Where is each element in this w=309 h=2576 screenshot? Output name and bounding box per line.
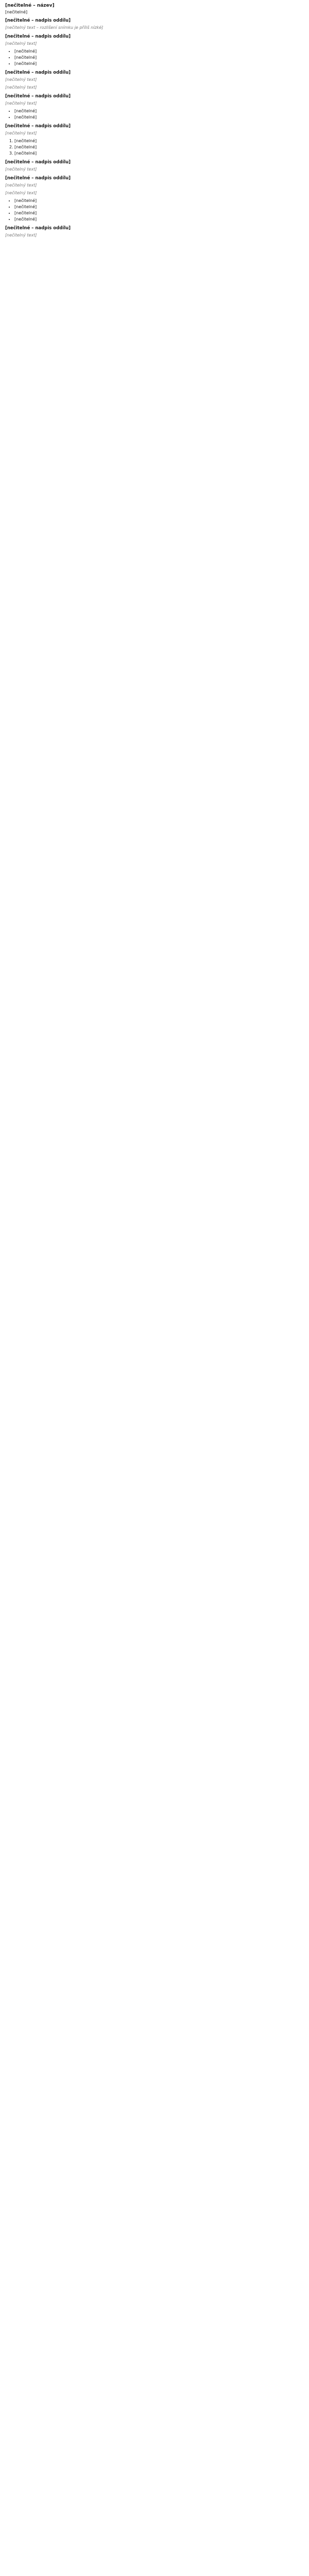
paragraph: [nečitelný text] xyxy=(5,77,37,82)
list-item: 1. [nečitelné] xyxy=(14,138,304,144)
paragraph: [nečitelný text] xyxy=(5,167,37,172)
bullet-list xyxy=(5,198,304,222)
paragraph: [nečitelný text] xyxy=(5,131,37,135)
list-item: • [nečitelné] xyxy=(14,61,304,66)
paragraph: [nečitelný text] xyxy=(5,101,37,106)
list-item: • [nečitelné] xyxy=(14,55,304,60)
document-body xyxy=(5,18,304,238)
paragraph: [nečitelný text – rozlišení snímku je příliš nízké] xyxy=(5,25,104,30)
document xyxy=(5,3,304,238)
document-section xyxy=(5,18,304,30)
document-section xyxy=(5,124,304,156)
paragraph: [nečitelný text] xyxy=(5,183,37,188)
paragraph: [nečitelný text] xyxy=(5,191,37,195)
document-subtitle: [nečitelné] xyxy=(5,10,28,14)
list-item: 2. [nečitelné] xyxy=(14,144,304,150)
list-item: • [nečitelné] xyxy=(14,198,304,204)
document-section xyxy=(5,70,304,90)
paragraph: [nečitelný text] xyxy=(5,85,37,90)
paragraph: [nečitelný text] xyxy=(5,233,37,238)
bullet-list xyxy=(5,108,304,120)
section-heading: [nečitelné – nadpis oddílu] xyxy=(5,226,71,231)
section-heading: [nečitelné – nadpis oddílu] xyxy=(5,70,71,75)
section-heading: [nečitelné – nadpis oddílu] xyxy=(5,18,71,23)
list-item: 3. [nečitelné] xyxy=(14,150,304,156)
list-item: • [nečitelné] xyxy=(14,114,304,120)
section-heading: [nečitelné – nadpis oddílu] xyxy=(5,176,71,181)
document-section xyxy=(5,34,304,66)
document-section xyxy=(5,160,304,172)
section-heading: [nečitelné – nadpis oddílu] xyxy=(5,94,71,99)
document-section xyxy=(5,176,304,222)
list-item: • [nečitelné] xyxy=(14,216,304,222)
bullet-list xyxy=(5,48,304,66)
document-section xyxy=(5,226,304,238)
section-heading: [nečitelné – nadpis oddílu] xyxy=(5,34,71,39)
list-item: • [nečitelné] xyxy=(14,108,304,114)
numbered-list xyxy=(5,138,304,156)
section-heading: [nečitelné – nadpis oddílu] xyxy=(5,124,71,129)
document-section xyxy=(5,94,304,120)
paragraph: [nečitelný text] xyxy=(5,41,37,46)
list-item: • [nečitelné] xyxy=(14,48,304,54)
list-item: • [nečitelné] xyxy=(14,210,304,216)
document-title: [nečitelné – název] xyxy=(5,3,55,8)
section-heading: [nečitelné – nadpis oddílu] xyxy=(5,160,71,165)
list-item: • [nečitelné] xyxy=(14,204,304,210)
